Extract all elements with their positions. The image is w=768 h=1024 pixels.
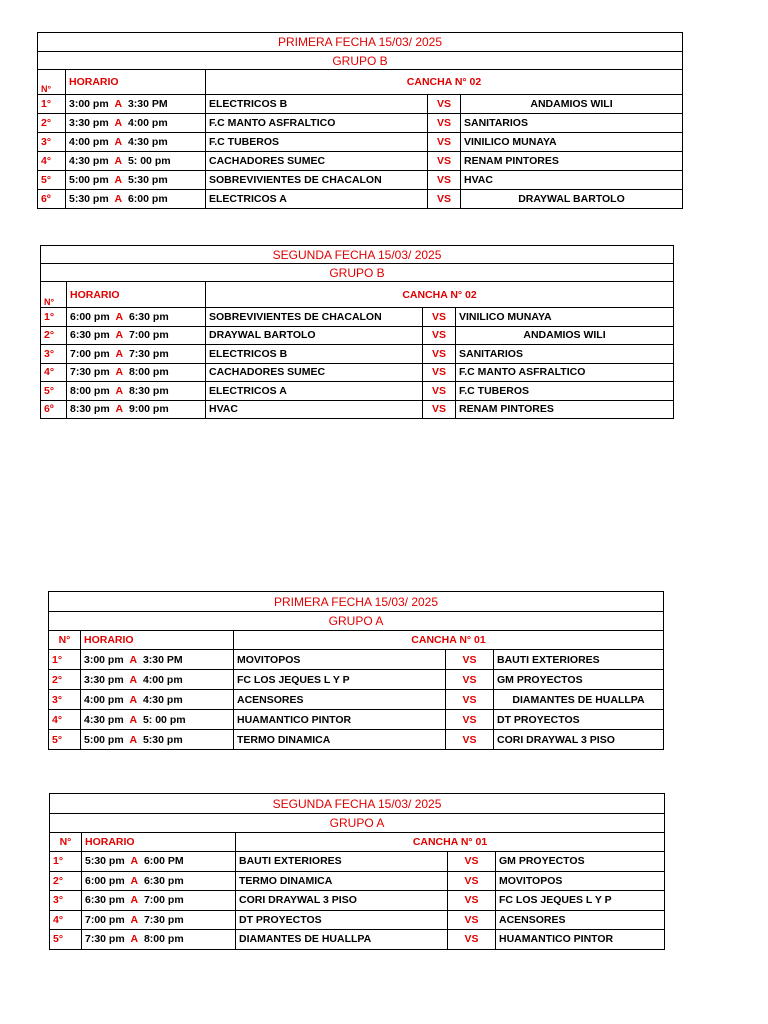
time-separator: A: [115, 310, 124, 323]
match-number: 4°: [50, 910, 82, 930]
table-row: [41, 400, 674, 419]
match-rows: [41, 308, 674, 419]
table-row: [41, 345, 674, 364]
home-team: BAUTI EXTERIORES: [236, 852, 448, 872]
time-header: HORARIO: [81, 631, 234, 650]
end-time: 7:30 pm: [128, 347, 169, 360]
vs-label: VS: [423, 345, 456, 364]
away-team: DIAMANTES DE HUALLPA: [494, 690, 664, 710]
away-team: DT PROYECTOS: [494, 710, 664, 730]
vs-label: VS: [446, 710, 494, 730]
table-row: [38, 190, 683, 209]
match-time: [82, 910, 236, 930]
vs-label: VS: [446, 650, 494, 670]
start-time: 5:00 pm: [69, 174, 109, 186]
match-time: [82, 852, 236, 872]
away-team: GM PROYECTOS: [494, 670, 664, 690]
time-separator: A: [115, 403, 124, 416]
end-time: 3:30 PM: [142, 653, 183, 666]
vs-label: VS: [448, 852, 496, 872]
end-time: 8:30 pm: [128, 384, 169, 397]
match-time: [67, 400, 206, 419]
table-row: [38, 133, 683, 152]
match-rows: [50, 852, 665, 950]
start-time: 7:30 pm: [70, 366, 110, 379]
match-time: [67, 363, 206, 382]
end-time: 6:30 pm: [143, 874, 184, 887]
match-time: [66, 152, 206, 171]
table-row: [49, 650, 664, 670]
vs-label: VS: [423, 326, 456, 345]
end-time: 3:30 PM: [127, 98, 168, 110]
match-number: 4°: [38, 152, 66, 171]
match-number: 1°: [38, 95, 66, 114]
time-separator: A: [114, 155, 123, 167]
home-team: FC LOS JEQUES L Y P: [234, 670, 446, 690]
field-header: CANCHA N° 01: [236, 833, 665, 852]
start-time: 4:30 pm: [69, 155, 109, 167]
end-time: 5:30 pm: [127, 174, 168, 186]
match-number: 2°: [49, 670, 81, 690]
match-time: [66, 190, 206, 209]
end-time: 7:30 pm: [143, 913, 184, 926]
match-time: [81, 650, 234, 670]
match-number: 4°: [49, 710, 81, 730]
away-team: VINILICO MUNAYA: [456, 308, 674, 327]
home-team: DT PROYECTOS: [236, 910, 448, 930]
match-number: 3°: [49, 690, 81, 710]
table-row: [50, 891, 665, 911]
match-time: [67, 326, 206, 345]
table-row: [38, 95, 683, 114]
match-number: 4°: [41, 363, 67, 382]
match-time: [67, 345, 206, 364]
fixture-table-primera-grupo-a: [48, 591, 664, 750]
match-number: 1°: [50, 852, 82, 872]
start-time: 5:30 pm: [69, 193, 109, 205]
home-team: MOVITOPOS: [234, 650, 446, 670]
table-row: [38, 152, 683, 171]
number-header: N°: [38, 70, 66, 95]
end-time: 6:30 pm: [128, 310, 169, 323]
match-number: 1°: [49, 650, 81, 670]
home-team: ELECTRICOS A: [206, 382, 423, 401]
match-number: 3°: [41, 345, 67, 364]
table-row: [38, 114, 683, 133]
match-time: [81, 710, 234, 730]
home-team: CORI DRAYWAL 3 PISO: [236, 891, 448, 911]
start-time: 3:30 pm: [69, 117, 109, 129]
time-separator: A: [130, 913, 139, 926]
away-team: SANITARIOS: [456, 345, 674, 364]
match-number: 6º: [41, 400, 67, 419]
match-time: [66, 95, 206, 114]
table-row: [50, 871, 665, 891]
field-header: CANCHA N° 02: [206, 70, 683, 95]
table-row: [49, 670, 664, 690]
match-rows: [49, 650, 664, 750]
time-separator: A: [129, 713, 138, 726]
vs-label: VS: [448, 930, 496, 950]
home-team: F.C TUBEROS: [206, 133, 428, 152]
vs-label: VS: [446, 730, 494, 750]
table-row: [49, 710, 664, 730]
time-separator: A: [115, 329, 124, 342]
vs-label: VS: [428, 190, 461, 209]
match-number: 1°: [41, 308, 67, 327]
match-number: 5°: [41, 382, 67, 401]
time-separator: A: [130, 894, 139, 907]
time-separator: A: [130, 874, 139, 887]
away-team: HUAMANTICO PINTOR: [496, 930, 665, 950]
time-header: HORARIO: [66, 70, 206, 95]
vs-label: VS: [423, 400, 456, 419]
table-row: [41, 308, 674, 327]
time-separator: A: [114, 174, 123, 186]
table-row: [41, 382, 674, 401]
home-team: SOBREVIVIENTES DE CHACALON: [206, 308, 423, 327]
end-time: 7:00 pm: [128, 329, 169, 342]
home-team: DRAYWAL BARTOLO: [206, 326, 423, 345]
away-team: F.C TUBEROS: [456, 382, 674, 401]
time-separator: A: [130, 855, 139, 868]
match-number: 5°: [49, 730, 81, 750]
match-number: 3°: [38, 133, 66, 152]
table-row: [50, 930, 665, 950]
start-time: 4:00 pm: [69, 136, 109, 148]
time-separator: A: [114, 98, 123, 110]
end-time: 4:30 pm: [127, 136, 168, 148]
vs-label: VS: [448, 871, 496, 891]
table-row: [41, 326, 674, 345]
time-separator: A: [115, 347, 124, 360]
match-number: 2°: [41, 326, 67, 345]
time-separator: A: [130, 933, 139, 946]
vs-label: VS: [446, 670, 494, 690]
match-number: 5°: [50, 930, 82, 950]
home-team: CACHADORES SUMEC: [206, 363, 423, 382]
away-team: SANITARIOS: [461, 114, 683, 133]
end-time: 8:00 pm: [128, 366, 169, 379]
start-time: 5:30 pm: [85, 855, 125, 868]
end-time: 8:00 pm: [143, 933, 184, 946]
home-team: DIAMANTES DE HUALLPA: [236, 930, 448, 950]
match-time: [82, 891, 236, 911]
vs-label: VS: [423, 308, 456, 327]
vs-label: VS: [428, 95, 461, 114]
table-title: SEGUNDA FECHA 15/03/ 2025: [50, 794, 665, 814]
vs-label: VS: [446, 690, 494, 710]
start-time: 7:00 pm: [85, 913, 125, 926]
home-team: HVAC: [206, 400, 423, 419]
number-header: N°: [50, 833, 82, 852]
start-time: 3:00 pm: [69, 98, 109, 110]
time-separator: A: [114, 193, 123, 205]
match-number: 2°: [38, 114, 66, 133]
field-header: CANCHA N° 01: [234, 631, 664, 650]
end-time: 4:30 pm: [142, 693, 183, 706]
time-header: HORARIO: [82, 833, 236, 852]
fixture-table-primera-grupo-b: [37, 32, 683, 209]
end-time: 6:00 pm: [127, 193, 168, 205]
end-time: 5: 00 pm: [127, 155, 171, 167]
start-time: 4:00 pm: [84, 693, 124, 706]
start-time: 6:00 pm: [70, 310, 110, 323]
away-team: ACENSORES: [496, 910, 665, 930]
home-team: HUAMANTICO PINTOR: [234, 710, 446, 730]
vs-label: VS: [423, 363, 456, 382]
start-time: 8:00 pm: [70, 384, 110, 397]
home-team: ELECTRICOS B: [206, 345, 423, 364]
away-team: VINILICO MUNAYA: [461, 133, 683, 152]
table-row: [49, 730, 664, 750]
vs-label: VS: [448, 891, 496, 911]
match-time: [67, 308, 206, 327]
end-time: 9:00 pm: [128, 403, 169, 416]
start-time: 6:30 pm: [70, 329, 110, 342]
fixture-table-segunda-grupo-a: [49, 793, 665, 950]
start-time: 8:30 pm: [70, 403, 110, 416]
match-time: [81, 670, 234, 690]
match-time: [66, 133, 206, 152]
start-time: 6:00 pm: [85, 874, 125, 887]
away-team: HVAC: [461, 171, 683, 190]
number-header: N°: [49, 631, 81, 650]
fixture-table-segunda-grupo-b: [40, 245, 674, 419]
table-row: [49, 690, 664, 710]
vs-label: VS: [428, 133, 461, 152]
match-number: 3°: [50, 891, 82, 911]
home-team: ELECTRICOS A: [206, 190, 428, 209]
table-row: [41, 363, 674, 382]
home-team: F.C MANTO ASFRALTICO: [206, 114, 428, 133]
start-time: 4:30 pm: [84, 713, 124, 726]
home-team: ELECTRICOS B: [206, 95, 428, 114]
end-time: 7:00 pm: [143, 894, 184, 907]
time-separator: A: [129, 693, 138, 706]
time-separator: A: [129, 673, 138, 686]
away-team: F.C MANTO ASFRALTICO: [456, 363, 674, 382]
home-team: TERMO DINAMICA: [234, 730, 446, 750]
time-separator: A: [115, 384, 124, 397]
match-time: [66, 114, 206, 133]
table-title: SEGUNDA FECHA 15/03/ 2025: [41, 246, 674, 264]
start-time: 5:00 pm: [84, 733, 124, 746]
away-team: FC LOS JEQUES L Y P: [496, 891, 665, 911]
end-time: 6:00 PM: [143, 855, 184, 868]
match-time: [82, 930, 236, 950]
end-time: 4:00 pm: [127, 117, 168, 129]
time-separator: A: [129, 653, 138, 666]
away-team: BAUTI EXTERIORES: [494, 650, 664, 670]
vs-label: VS: [428, 152, 461, 171]
group-label: GRUPO B: [41, 264, 674, 282]
vs-label: VS: [423, 382, 456, 401]
group-label: GRUPO B: [38, 52, 683, 70]
away-team: MOVITOPOS: [496, 871, 665, 891]
away-team: RENAM PINTORES: [456, 400, 674, 419]
time-separator: A: [129, 733, 138, 746]
vs-label: VS: [428, 114, 461, 133]
match-time: [81, 730, 234, 750]
match-number: 5°: [38, 171, 66, 190]
match-time: [66, 171, 206, 190]
match-rows: [38, 95, 683, 209]
start-time: 3:00 pm: [84, 653, 124, 666]
home-team: TERMO DINAMICA: [236, 871, 448, 891]
match-time: [67, 382, 206, 401]
start-time: 3:30 pm: [84, 673, 124, 686]
group-label: GRUPO A: [50, 814, 665, 833]
home-team: CACHADORES SUMEC: [206, 152, 428, 171]
time-separator: A: [114, 136, 123, 148]
away-team: ANDAMIOS WILI: [456, 326, 674, 345]
time-header: HORARIO: [67, 282, 206, 308]
time-separator: A: [114, 117, 123, 129]
match-number: 6º: [38, 190, 66, 209]
end-time: 4:00 pm: [142, 673, 183, 686]
start-time: 6:30 pm: [85, 894, 125, 907]
end-time: 5: 00 pm: [142, 713, 186, 726]
away-team: GM PROYECTOS: [496, 852, 665, 872]
table-row: [50, 910, 665, 930]
start-time: 7:00 pm: [70, 347, 110, 360]
end-time: 5:30 pm: [142, 733, 183, 746]
home-team: ACENSORES: [234, 690, 446, 710]
away-team: DRAYWAL BARTOLO: [461, 190, 683, 209]
match-time: [82, 871, 236, 891]
vs-label: VS: [448, 910, 496, 930]
table-title: PRIMERA FECHA 15/03/ 2025: [49, 592, 664, 612]
table-row: [50, 852, 665, 872]
away-team: CORI DRAYWAL 3 PISO: [494, 730, 664, 750]
table-title: PRIMERA FECHA 15/03/ 2025: [38, 33, 683, 52]
vs-label: VS: [428, 171, 461, 190]
start-time: 7:30 pm: [85, 933, 125, 946]
field-header: CANCHA N° 02: [206, 282, 674, 308]
time-separator: A: [115, 366, 124, 379]
match-number: 2°: [50, 871, 82, 891]
number-header: N°: [41, 282, 67, 308]
match-time: [81, 690, 234, 710]
group-label: GRUPO A: [49, 612, 664, 631]
away-team: ANDAMIOS WILI: [461, 95, 683, 114]
home-team: SOBREVIVIENTES DE CHACALON: [206, 171, 428, 190]
away-team: RENAM PINTORES: [461, 152, 683, 171]
table-row: [38, 171, 683, 190]
